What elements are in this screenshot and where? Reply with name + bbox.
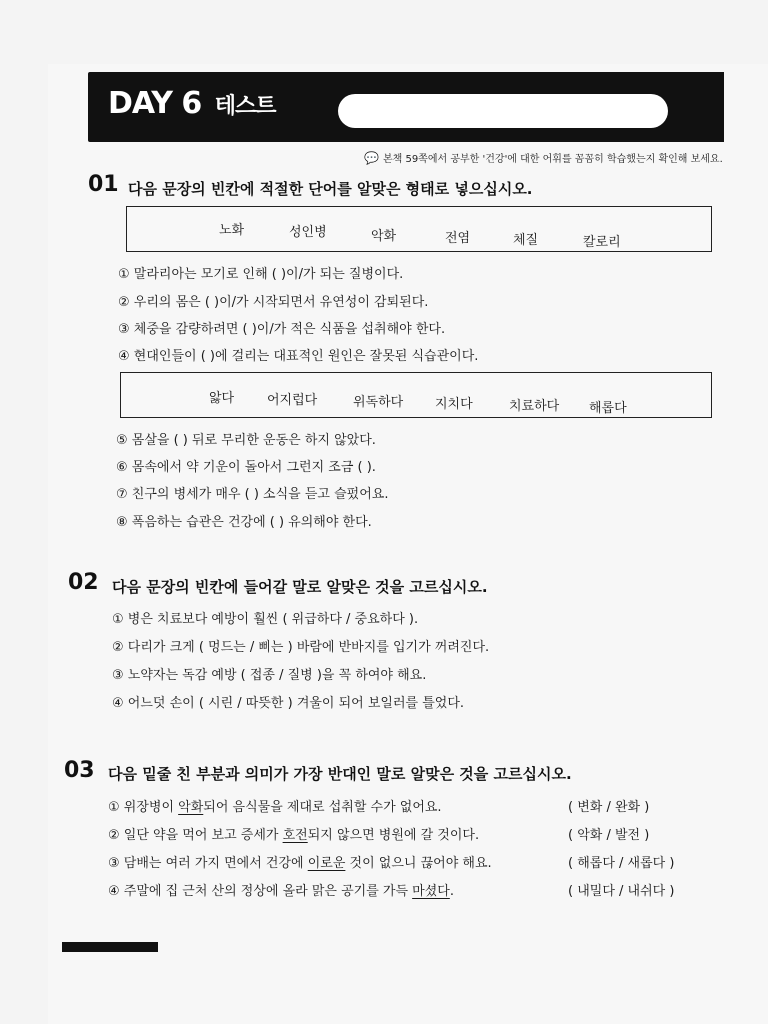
page-title xyxy=(108,86,276,121)
word-option: 위독하다 xyxy=(353,395,404,410)
word-option: 어지럽다 xyxy=(267,393,318,408)
question-number-02: 02 xyxy=(68,570,99,595)
sentence-q1-1: ① 말라리아는 모기로 인해 ( )이/가 되는 질병이다. xyxy=(118,267,404,282)
sentence-q2-2: ② 다리가 크게 ( 멍드는 / 삐는 ) 바람에 반바지를 입기가 꺼려진다. xyxy=(112,640,490,655)
reference-note xyxy=(364,150,723,165)
underlined-word: 이로운 xyxy=(307,856,346,871)
sentence-part: 것이 없으니 끊어야 해요. xyxy=(345,856,492,871)
sentence-q3-2 xyxy=(108,824,479,843)
word-box-2 xyxy=(120,372,712,418)
bottom-section-tab xyxy=(62,942,158,952)
sentence-q3-1 xyxy=(108,796,442,815)
answer-choices-1: ( 변화 / 완화 ) xyxy=(568,800,650,815)
word-option: 앓다 xyxy=(209,391,235,406)
sentence-q1-2: ② 우리의 몸은 ( )이/가 시작되면서 유연성이 감퇴된다. xyxy=(118,295,429,310)
word-box-1 xyxy=(126,206,712,252)
sentence-q2-1: ① 병은 치료보다 예방이 훨씬 ( 위급하다 / 중요하다 ). xyxy=(112,612,419,627)
word-option: 지치다 xyxy=(435,397,473,412)
word-option: 전염 xyxy=(445,231,471,246)
sentence-q1-4: ④ 현대인들이 ( )에 걸리는 대표적인 원인은 잘못된 식습관이다. xyxy=(118,349,479,364)
question-instruction-03: 다음 밑줄 친 부분과 의미가 가장 반대인 말로 알맞은 것을 고르십시오. xyxy=(108,765,572,783)
underlined-word: 마셨다 xyxy=(412,884,450,899)
sentence-part: ④ 주말에 집 근처 산의 정상에 올라 맑은 공기를 가득 xyxy=(108,884,413,899)
word-option: 치료하다 xyxy=(509,399,560,414)
answer-choices-4: ( 내밀다 / 내쉬다 ) xyxy=(568,884,675,899)
answer-choices-2: ( 악화 / 발전 ) xyxy=(568,828,650,843)
word-option: 해롭다 xyxy=(589,401,627,416)
sentence-q3-4 xyxy=(108,880,454,899)
sentence-q1-3: ③ 체중을 감량하려면 ( )이/가 적은 식품을 섭취해야 한다. xyxy=(118,322,446,337)
question-number-01: 01 xyxy=(88,172,119,197)
sentence-part: 되어 음식물을 제대로 섭취할 수가 없어요. xyxy=(203,800,442,815)
sentence-q2-4: ④ 어느덧 손이 ( 시린 / 따뜻한 ) 겨울이 되어 보일러를 틀었다. xyxy=(112,696,465,711)
sentence-q3-3 xyxy=(108,852,492,871)
speech-bubble-icon: 💬 xyxy=(364,151,379,165)
day-label: DAY 6 xyxy=(108,86,202,121)
question-instruction-01: 다음 문장의 빈칸에 적절한 단어를 알맞은 형태로 넣으십시오. xyxy=(128,180,533,198)
underlined-word: 호전 xyxy=(282,828,308,843)
sentence-q2-3: ③ 노약자는 독감 예방 ( 접종 / 질병 )을 꼭 하여야 해요. xyxy=(112,668,427,683)
test-label: 테스트 xyxy=(214,94,276,119)
word-option: 노화 xyxy=(219,223,245,238)
sentence-q1-7: ⑦ 친구의 병세가 매우 ( ) 소식을 듣고 슬펐어요. xyxy=(116,487,389,502)
sentence-q1-8: ⑧ 폭음하는 습관은 건강에 ( ) 유의해야 한다. xyxy=(116,515,372,530)
question-number-03: 03 xyxy=(64,758,95,783)
word-option: 성인병 xyxy=(289,225,327,240)
sentence-q1-6: ⑥ 몸속에서 약 기운이 돌아서 그런지 조금 ( ). xyxy=(116,460,376,475)
word-option: 악화 xyxy=(371,229,397,244)
underlined-word: 악화 xyxy=(178,800,204,815)
sentence-q1-5: ⑤ 몸살을 ( ) 뒤로 무리한 운동은 하지 않았다. xyxy=(116,433,376,448)
word-option: 칼로리 xyxy=(583,235,621,250)
sentence-part: ③ 담배는 여러 가지 면에서 건강에 xyxy=(108,856,308,871)
header-banner xyxy=(88,72,724,142)
sentence-part: 되지 않으면 병원에 갈 것이다. xyxy=(307,828,480,843)
question-instruction-02: 다음 문장의 빈칸에 들어갈 말로 알맞은 것을 고르십시오. xyxy=(112,578,488,596)
reference-note-text: 본책 59쪽에서 공부한 '건강'에 대한 어휘를 꼼꼼히 학습했는지 확인해 보세요. xyxy=(382,154,723,165)
word-option: 체질 xyxy=(513,233,539,248)
sentence-part: ① 위장병이 xyxy=(108,800,179,815)
sentence-part: ② 일단 약을 먹어 보고 증세가 xyxy=(108,828,283,843)
banner-swoosh xyxy=(588,72,724,142)
answer-choices-3: ( 해롭다 / 새롭다 ) xyxy=(568,856,675,871)
sentence-part: . xyxy=(449,884,454,899)
